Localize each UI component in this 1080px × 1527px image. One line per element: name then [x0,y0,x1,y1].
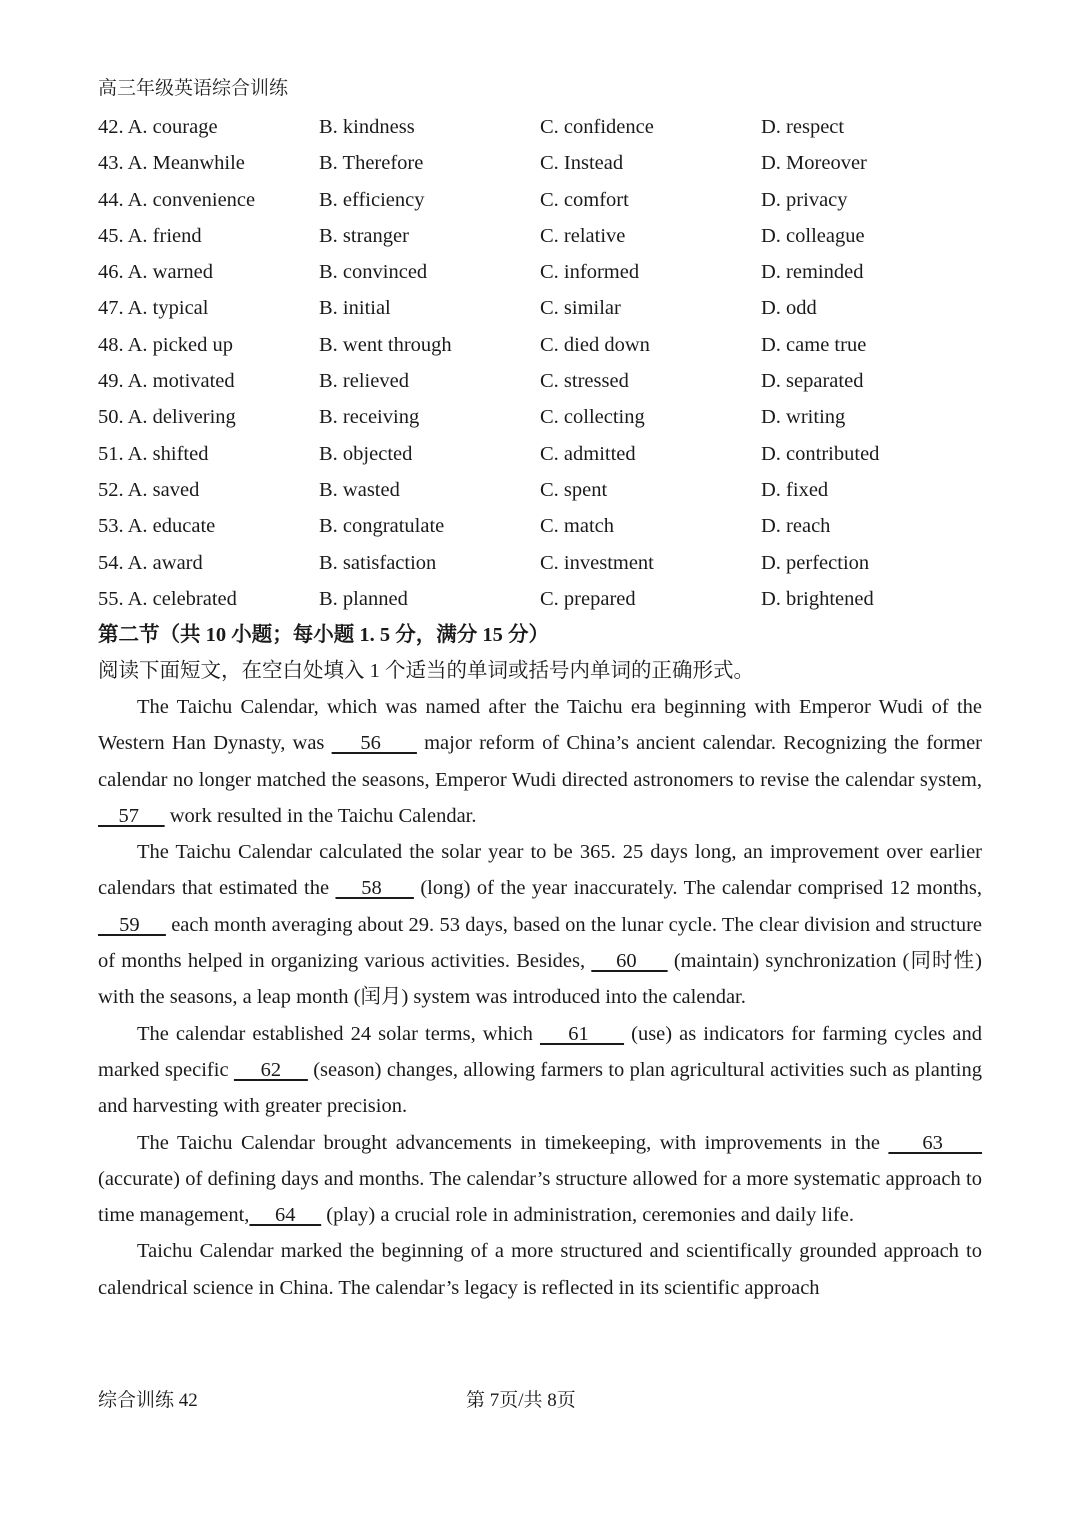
page-header: 高三年级英语综合训练 [98,78,289,99]
option-d: D. writing [761,406,846,429]
option-d: D. colleague [761,224,865,247]
option-d: D. brightened [761,587,874,610]
option-c: C. informed [540,261,640,284]
option-c: C. confidence [540,116,654,138]
passage-text: The Taichu Calendar brought advancements in timekeeping, with improvements in the [137,1131,889,1154]
option-row-47 [98,290,978,326]
blank-63[interactable]: 63 [888,1131,983,1154]
option-d: D. came true [761,333,867,356]
option-a: 51. A. shifted [98,442,209,465]
option-b: B. wasted [319,478,400,501]
passage-text: work resulted in the Taichu Calendar. [164,804,477,827]
option-b: B. Therefore [319,152,424,175]
passage-text: each month averaging about 29. 53 days, based on the lunar cycle. The clear division and structure of months helped in organizing various activities. Besides, [98,913,983,973]
passage-text: (season) changes, allowing farmers to plan agricultural activities such as planting and harvesting with greater precision. [98,1058,982,1118]
passage-text: The calendar established 24 solar terms, which [137,1022,540,1045]
option-a: 43. A. Meanwhile [98,152,245,175]
option-c: C. stressed [540,370,629,393]
option-row-54 [98,545,978,581]
section-instruction: 阅读下面短文，在空白处填入 1 个适当的单词或括号内单词的正确形式。 [98,660,754,682]
option-d: D. reminded [761,261,864,284]
option-row-52 [98,472,978,508]
passage-text: The Taichu Calendar calculated the solar year to be 365. 25 days long, an improvement over earlier calendars that estimated the [98,841,982,900]
option-row-46 [98,254,978,290]
blank-56[interactable]: 56 [331,732,417,755]
option-b: B. kindness [319,116,415,138]
option-row-48 [98,327,978,363]
passage-text: (use) as indicators for farming cycles and marked specific [98,1022,983,1081]
paragraph-3 [98,1016,982,1125]
option-b: B. objected [319,442,413,465]
cloze-options [98,109,978,617]
option-d: D. odd [761,297,817,320]
blank-57[interactable]: 57 [98,804,165,827]
option-c: C. investment [540,551,654,574]
blank-62[interactable]: 62 [233,1058,308,1081]
passage-text: (long) of the year inaccurately. The calendar comprised 12 months, [413,877,982,900]
option-row-50 [98,399,978,435]
option-b: B. receiving [319,406,420,429]
option-a: 44. A. convenience [98,188,256,211]
option-row-42 [98,109,978,145]
option-row-51 [98,436,978,472]
blank-59[interactable]: 59 [98,913,166,936]
blank-60[interactable]: 60 [591,950,668,973]
option-b: B. relieved [319,370,409,393]
option-c: C. collecting [540,406,645,429]
option-a: 50. A. delivering [98,406,236,429]
option-a: 54. A. award [98,551,203,574]
option-c: C. prepared [540,587,636,610]
option-b: B. initial [319,297,391,320]
passage-text: (maintain) synchronization (同时性) with the seasons, a leap month (闰月) system was introduced into the calendar. [98,950,983,1009]
option-d: D. respect [761,116,845,138]
option-row-53 [98,508,978,544]
option-c: C. died down [540,333,650,356]
blank-58[interactable]: 58 [335,877,414,900]
option-d: D. contributed [761,442,880,465]
option-a: 49. A. motivated [98,370,235,393]
option-b: B. went through [319,333,452,356]
option-c: C. comfort [540,188,629,211]
option-a: 45. A. friend [98,224,202,247]
option-d: D. reach [761,515,831,538]
option-a: 42. A. courage [98,116,218,138]
passage-text: The Taichu Calendar, which was named after the Taichu era beginning with Emperor Wudi of the Western Han Dynasty, was [98,696,982,755]
paragraph-2 [98,834,982,1015]
option-d: D. separated [761,370,864,393]
option-d: D. privacy [761,188,848,211]
option-row-45 [98,218,978,254]
option-row-55 [98,581,978,617]
option-b: B. convinced [319,261,428,284]
option-c: C. admitted [540,442,636,465]
blank-61[interactable]: 61 [539,1022,625,1045]
option-b: B. stranger [319,224,409,247]
option-a: 47. A. typical [98,297,209,320]
option-b: B. planned [319,587,408,610]
option-d: D. perfection [761,551,870,574]
option-a: 48. A. picked up [98,333,233,356]
footer-label: 综合训练 42 [98,1390,198,1411]
option-c: C. match [540,515,615,538]
passage-text: (accurate) of defining days and months. The calendar’s structure allowed for a more systematic approach to time management, [98,1167,982,1227]
option-a: 52. A. saved [98,478,200,501]
option-row-43 [98,145,978,181]
option-c: C. relative [540,224,626,247]
reading-passage [98,689,982,1306]
option-c: C. spent [540,478,608,501]
option-row-49 [98,363,978,399]
option-b: B. efficiency [319,188,425,211]
option-b: B. satisfaction [319,551,437,574]
option-a: 53. A. educate [98,515,216,538]
passage-text: Taichu Calendar marked the beginning of a more structured and scientifically grounded approach to calendrical science in China. The calendar’s legacy is reflected in its scientific approach [98,1240,982,1299]
page-number: 第 7页/共 8页 [466,1390,576,1411]
option-c: C. similar [540,297,621,320]
option-c: C. Instead [540,152,624,175]
option-a: 55. A. celebrated [98,587,237,610]
paragraph-1 [98,689,982,834]
blank-64[interactable]: 64 [249,1204,322,1227]
section-title: 第二节（共 10 小题；每小题 1. 5 分，满分 15 分） [98,624,549,646]
option-d: D. Moreover [761,152,867,175]
paragraph-4 [98,1125,982,1234]
passage-text: major reform of China’s ancient calendar. Recognizing the former calendar no longer matched the seasons, Emperor Wudi directed astronomers to revise the calendar system, [98,732,983,791]
passage-text: (play) a crucial role in administration, ceremonies and daily life. [321,1204,854,1227]
paragraph-5 [98,1233,982,1306]
option-a: 46. A. warned [98,261,214,284]
option-b: B. congratulate [319,515,445,538]
option-d: D. fixed [761,478,829,501]
option-row-44 [98,182,978,218]
